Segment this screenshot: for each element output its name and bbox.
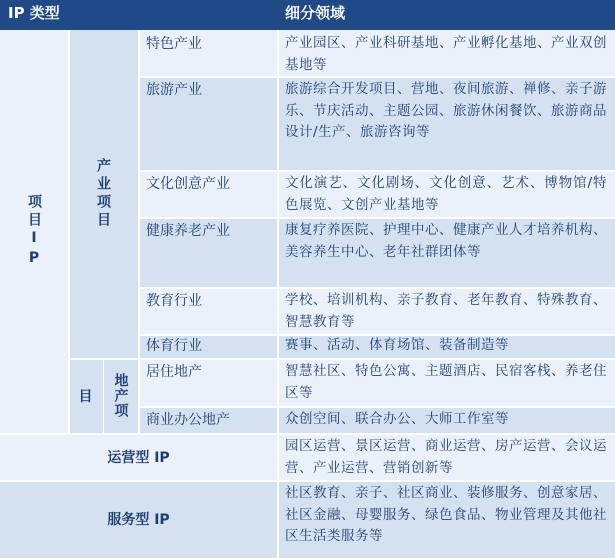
group-realestate-label-b: 地产项 bbox=[112, 373, 129, 418]
grid-line bbox=[138, 170, 615, 172]
row-sub-tese: 特色产业 bbox=[138, 30, 277, 76]
category-service-ip bbox=[0, 480, 277, 558]
grid-line bbox=[138, 287, 615, 289]
header-ip-type: IP 类型 bbox=[0, 0, 277, 30]
row-detail-jiankang: 康复疗养医院、护理中心、健康产业人才培养机构、美容养生中心、老年社群团体等 bbox=[277, 217, 615, 287]
row-detail-juzhu: 智慧社区、特色公寓、主题酒店、民宿客栈、养老住区等 bbox=[277, 358, 615, 406]
row-detail-shangye: 众创空间、联合办公、大师工作室等 bbox=[277, 406, 615, 433]
row-detail-service: 社区教育、亲子、社区商业、装修服务、创意家居、社区金融、母婴服务、绿色食品、物业管理及其他社区生活类服务等 bbox=[277, 480, 615, 558]
grid-line bbox=[138, 406, 615, 408]
row-sub-juzhu: 居住地产 bbox=[138, 358, 277, 406]
row-detail-tiyu: 赛事、活动、体育场馆、装备制造等 bbox=[277, 334, 615, 358]
category-project-ip bbox=[0, 30, 68, 433]
row-sub-shangye: 商业办公地产 bbox=[138, 406, 277, 433]
grid-line bbox=[68, 358, 615, 360]
row-detail-operation: 园区运营、景区运营、商业运营、房产运营、会议运营、产业运营、营销创新等 bbox=[277, 433, 615, 480]
category-operation-ip bbox=[0, 433, 277, 480]
row-sub-wenhua: 文化创意产业 bbox=[138, 170, 277, 217]
grid-line bbox=[68, 30, 70, 433]
grid-line bbox=[138, 30, 140, 433]
group-realestate-label-a: 目 bbox=[78, 388, 93, 405]
row-detail-wenhua: 文化演艺、文化剧场、文化创意、艺术、博物馆/特色展览、文创产业基地等 bbox=[277, 170, 615, 217]
row-detail-tese: 产业园区、产业科研基地、产业孵化基地、产业双创基地等 bbox=[277, 30, 615, 76]
row-sub-jiankang: 健康养老产业 bbox=[138, 217, 277, 287]
category-project-ip-label: 项目IP bbox=[26, 193, 42, 270]
category-operation-ip-label: 运营型 IP bbox=[107, 449, 170, 466]
row-sub-lvyou: 旅游产业 bbox=[138, 76, 277, 170]
grid-line bbox=[138, 334, 615, 336]
row-detail-lvyou: 旅游综合开发项目、营地、夜间旅游、禅修、亲子游乐、节庆活动、主题公园、旅游休闲餐饮、旅游商品设计/生产、旅游咨询等 bbox=[277, 76, 615, 170]
header-subfield: 细分领域 bbox=[277, 0, 615, 30]
category-service-ip-label: 服务型 IP bbox=[107, 512, 170, 528]
grid-line bbox=[138, 76, 615, 78]
group-industry-project-label: 产业项目 bbox=[95, 158, 111, 230]
grid-line bbox=[0, 433, 615, 435]
group-industry-project bbox=[68, 30, 138, 358]
group-realestate-part-b bbox=[103, 358, 138, 433]
grid-line bbox=[0, 480, 615, 482]
row-detail-jiaoyu: 学校、培训机构、亲子教育、老年教育、特殊教育、智慧教育等 bbox=[277, 287, 615, 334]
grid-line bbox=[138, 217, 615, 219]
row-sub-tiyu: 体育行业 bbox=[138, 334, 277, 358]
grid-line bbox=[277, 30, 279, 558]
group-realestate-part-a bbox=[68, 358, 103, 433]
grid-line bbox=[103, 358, 104, 433]
row-sub-jiaoyu: 教育行业 bbox=[138, 287, 277, 334]
